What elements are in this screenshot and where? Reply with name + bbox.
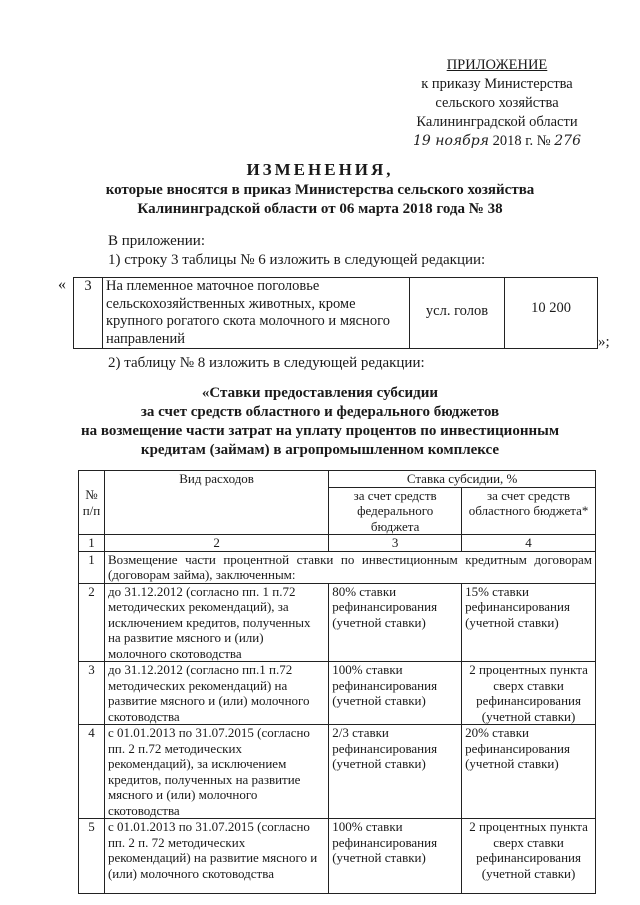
row-kind: с 01.01.2013 по 31.07.2015 (согласно пп. 2 п. 72 методических рекомендаций) на развитие мясного и (или) молочного скотоводства [104,819,328,894]
row-regional: 20% ставки рефинансирования (учетной ставки) [462,725,596,819]
row-desc: На племенное маточное поголовье сельскохозяйственных животных, кроме крупного рогатого скота молочного и мясного направлений [103,278,410,349]
row-num: 3 [74,278,103,349]
colnum: 3 [329,535,462,552]
table-row [79,819,596,894]
header-regional: за счет средств областного бюджета* [462,487,596,535]
appendix-title: ПРИЛОЖЕНИЕ [446,57,548,73]
header-federal: за счет средств федерального бюджета [329,487,462,535]
rates-title: за счет средств областного и федерального бюджетов [140,404,500,420]
row-federal: 80% ставки рефинансирования (учетной ставки) [329,583,462,662]
row-value: 10 200 [505,278,598,349]
item-2-text: 2) таблицу № 8 изложить в следующей редакции: [108,355,425,371]
row-federal: 100% ставки рефинансирования (учетной ставки) [329,662,462,725]
row-text: Возмещение части процентной ставки по инвестиционным кредитным договорам (договорам займа), заключенным: [104,551,595,583]
rates-title: кредитам (займам) в агропромышленном комплексе [140,442,500,458]
row-unit: усл. голов [410,278,505,349]
item-1-text: 1) строку 3 таблицы № 6 изложить в следующей редакции: [108,252,486,268]
document-subtitle: которые вносятся в приказ Министерства сельского хозяйства [105,182,535,198]
intro-text: В приложении: [108,233,205,249]
row-federal: 2/3 ставки рефинансирования (учетной ставки) [329,725,462,819]
colnum: 1 [79,535,105,552]
row-num: 5 [79,819,105,894]
row-regional: 15% ставки рефинансирования (учетной ставки) [462,583,596,662]
row-num: 4 [79,725,105,819]
header-rate: Ставка субсидии, % [329,471,596,488]
open-quote: « [58,276,66,293]
row-federal: 100% ставки рефинансирования (учетной ставки) [329,819,462,894]
table-row [79,725,596,819]
appendix-line: сельского хозяйства [435,95,559,111]
rates-table [78,470,596,894]
row-num: 3 [79,662,105,725]
row-num: 2 [79,583,105,662]
row-kind: до 31.12.2012 (согласно пп.1 п.72 методических рекомендаций) на развитие мясного и (или) молочного скотоводства [104,662,328,725]
appendix-year: 2018 г. № [492,133,551,149]
appendix-block [392,56,602,152]
handwritten-date: 19 ноября [413,133,489,149]
table-row [74,278,598,349]
column-numbers-row [79,535,596,552]
row-regional: 2 процентных пункта сверх ставки рефинансирования (учетной ставки) [462,819,596,894]
row-regional: 2 процентных пункта сверх ставки рефинансирования (учетной ставки) [462,662,596,725]
document-title: ИЗМЕНЕНИЯ, [246,160,394,179]
row-table [73,277,598,349]
table-row [79,583,596,662]
header-num: № п/п [79,471,105,535]
header-kind: Вид расходов [104,471,328,535]
table-header-row [79,471,596,488]
table-row [79,551,596,583]
close-quote: »; [598,334,610,350]
colnum: 2 [104,535,328,552]
rates-title: на возмещение части затрат на уплату процентов по инвестиционным [80,423,560,439]
table-row [79,662,596,725]
handwritten-number: 276 [554,133,581,149]
colnum: 4 [462,535,596,552]
document-subtitle: Калининградской области от 06 марта 2018 года № 38 [137,201,503,217]
row-kind: до 31.12.2012 (согласно пп. 1 п.72 методических рекомендаций), за исключением кредитов, полученных на развитие мясного и (или) молочного скотоводства [104,583,328,662]
appendix-line: Калининградской области [416,114,578,130]
row-num: 1 [79,551,105,583]
row-kind: с 01.01.2013 по 31.07.2015 (согласно пп. 2 п.72 методических рекомендаций), за исключением кредитов, полученных на развитие мясного и (или) молочного скотоводства [104,725,328,819]
rates-title: «Ставки предоставления субсидии [201,385,439,401]
appendix-date-line [392,132,602,152]
appendix-line: к приказу Министерства [421,76,573,92]
